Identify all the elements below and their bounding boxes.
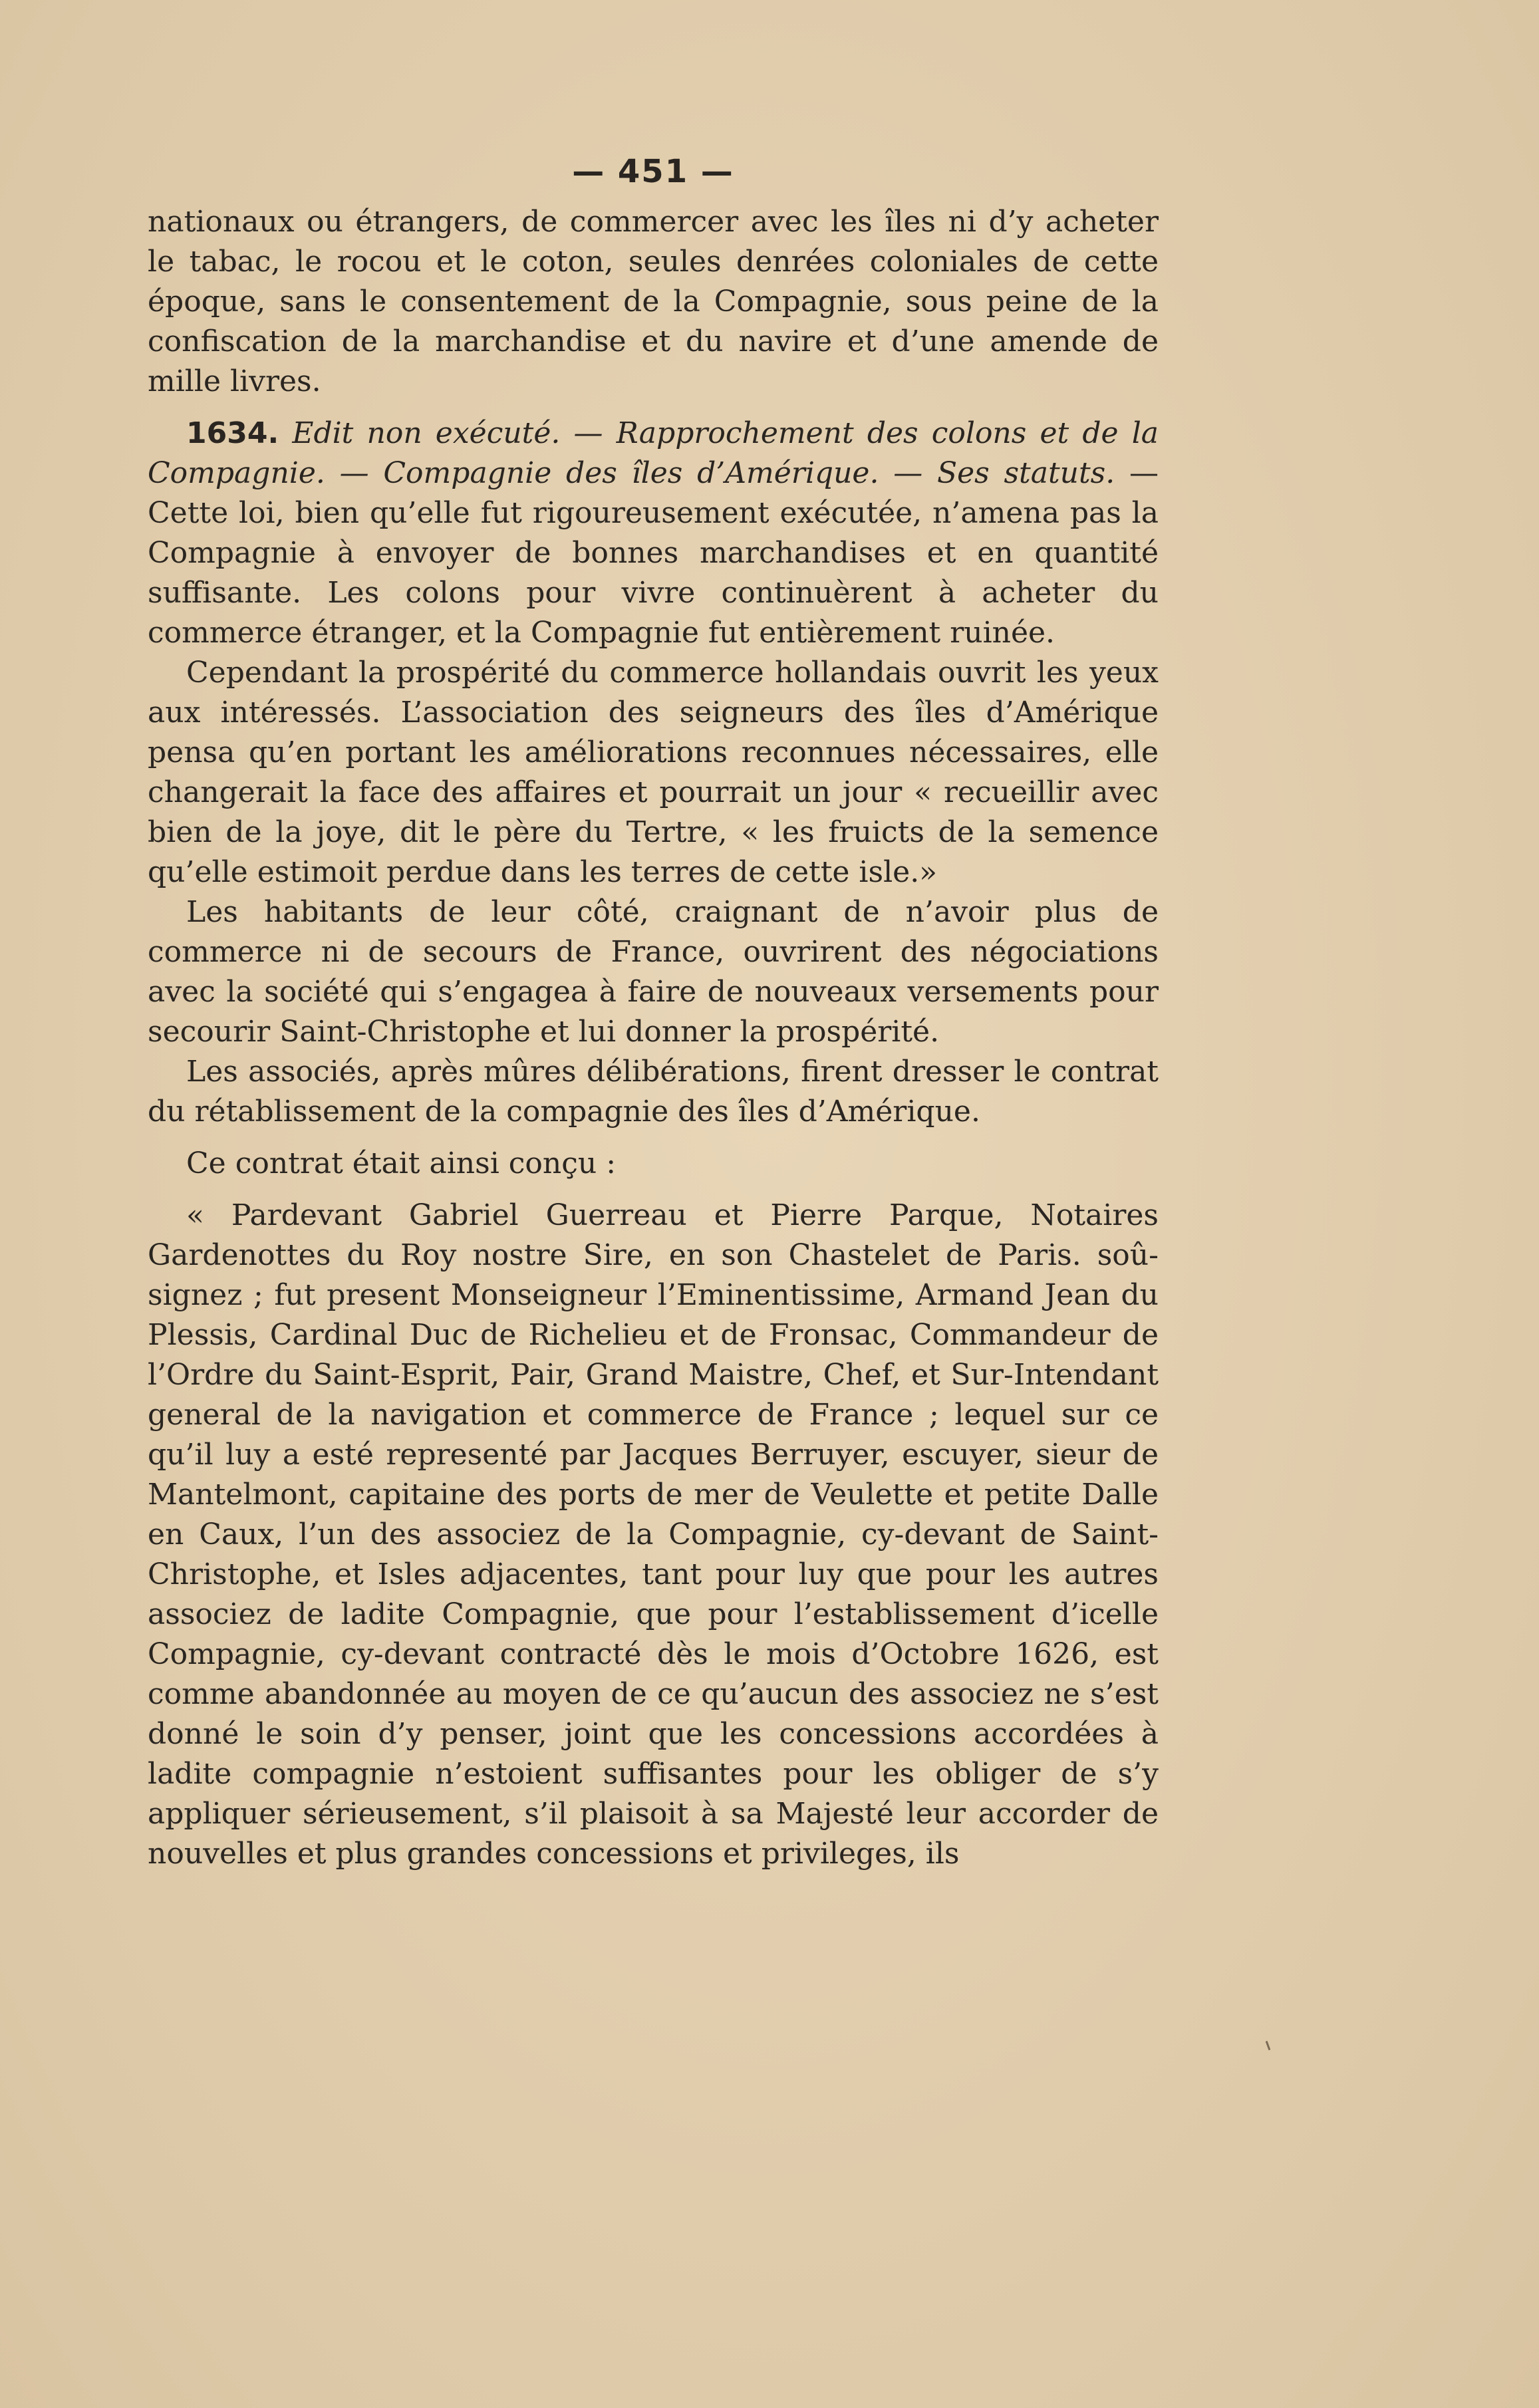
paragraph-contrat-text: « Pardevant Gabriel Guerreau et Pierre Parque, Notaires Gardenottes du Roy nostre Sire, en son Chastelet de Paris. soû-signez ; fut present Monseigneur l’Eminentissime, Armand Jean du Plessis, Cardinal Duc de Richelieu et de Fronsac, Commandeur de l’Ordre du Saint-Esprit, Pair, Grand Maistre, Chef, et Sur-Intendant general de la navigation et commerce de France ; lequel sur ce qu’il luy a esté representé par Jacques Berruyer, escuyer, sieur de Mantelmont, capitaine des ports de mer de Veulette et petite Dalle en Caux, l’un des associez de la Compagnie, cy-devant de Saint-Christophe, et Isles adjacentes, tant pour luy que pour les autres associez de ladite Compagnie, que pour l’establissement d’icelle Compagnie, cy-devant contracté dès le mois d’Octobre 1626, est comme abandonnée au moyen de ce qu’aucun des associez ne s’est donné le soin d’y penser, joint que les concessions accordées à ladite compagnie n’estoient suffisantes pour les obliger de s’y appliquer sérieusement, s’il plaisoit à sa Majesté leur accorder de nouvelles et plus grandes concessions et privileges, ils: [148, 1198, 1159, 1871]
paper-speck: [1266, 2041, 1271, 2050]
paragraph-contrat-intro: Ce contrat était ainsi conçu :: [186, 1146, 617, 1180]
paragraph-associes: Les associés, après mûres délibérations, firent dresser le contrat du rétablissement de la compagnie des îles d’Amérique.: [148, 1055, 1159, 1129]
heading-body: — Cette loi, bien qu’elle fut rigoureusement exécutée, n’amena pas la Compagnie à envoyer de bonnes marchandises et en quantité suffisante. Les colons pour vivre continuèrent à acheter du commerce étranger, et la Compagnie fut entièrement ruinée.: [148, 456, 1159, 650]
paragraph-prosperity: Cependant la prospérité du commerce hollandais ouvrit les yeux aux intéressés. L’association des seigneurs des îles d’Amérique pensa qu’en portant les améliorations reconnues nécessaires, elle changerait la face des affaires et pourrait un jour « recueillir avec bien de la joye, dit le père du Tertre, « les fruicts de la semence qu’elle estimoit perdue dans les terres de cette isle.»: [148, 656, 1159, 889]
paragraph-continued: nationaux ou étrangers, de commercer avec les îles ni d’y acheter le tabac, le rocou et le coton, seules denrées coloniales de cette époque, sans le consentement de la Compagnie, sous peine de la confiscation de la marchandise et du navire et d’une amende de mille livres.: [148, 205, 1159, 398]
heading-year: 1634.: [186, 416, 279, 450]
heading-title: Edit non exécuté. — Rapprochement des colons et de la Compagnie. — Compagnie des îles d’Amérique. — Ses statuts.: [148, 416, 1159, 490]
text-block: [148, 133, 1159, 1874]
paragraph-habitants: Les habitants de leur côté, craignant de n’avoir plus de commerce ni de secours de France, ouvrirent des négociations avec la société qui s’engagea à faire de nouveaux versements pour secourir Saint-Christophe et lui donner la prospérité.: [148, 895, 1159, 1049]
section-heading-paragraph: [148, 414, 1159, 653]
page-number: — 451 —: [572, 153, 734, 190]
